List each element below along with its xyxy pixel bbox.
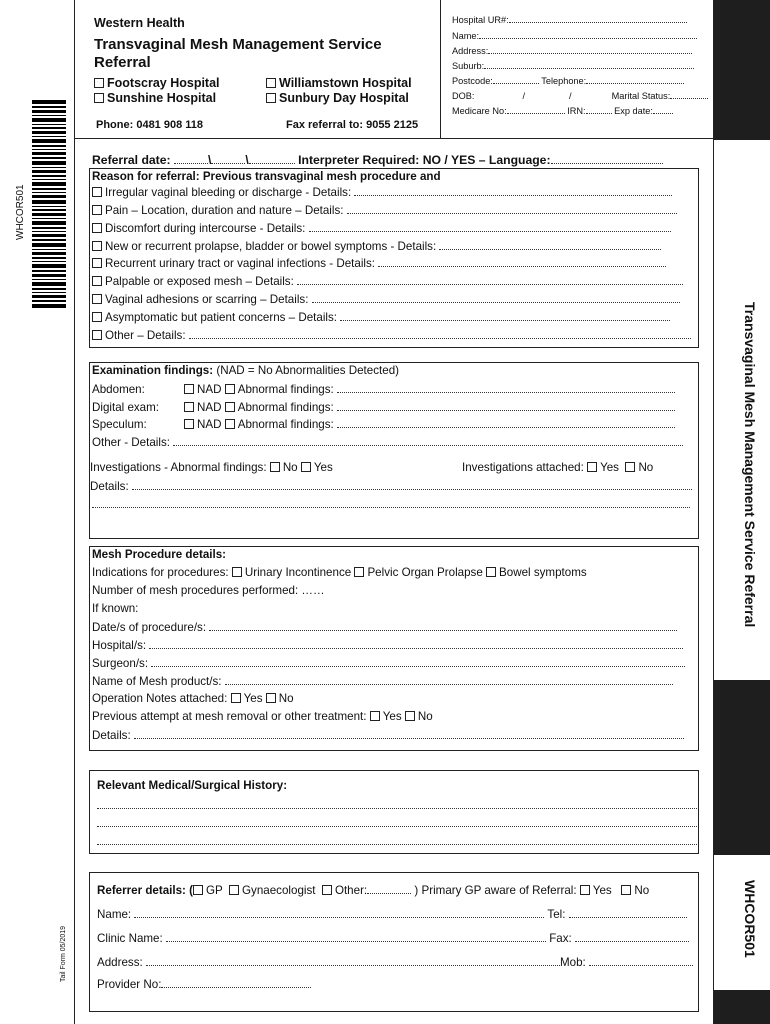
checkbox[interactable] — [405, 711, 415, 721]
medicare-field[interactable]: Medicare No: IRN: Exp date: — [452, 103, 673, 117]
referral-date-row[interactable]: Referral date: \ \ Interpreter Required: NO / YES – Language: — [92, 153, 663, 167]
investigations-details[interactable]: Details: — [90, 479, 692, 494]
phone-number: Phone: 0481 908 118 — [96, 119, 204, 131]
checkbox[interactable] — [92, 312, 102, 322]
side-tab-bottom — [714, 990, 770, 1024]
referrer-name[interactable]: Name: Tel: — [97, 907, 687, 922]
hospital-option-sunshine[interactable]: Sunshine Hospital — [94, 91, 216, 105]
checkbox[interactable] — [184, 419, 194, 429]
postcode-telephone-field[interactable]: Postcode: Telephone: — [452, 73, 684, 87]
address-field[interactable]: Address: — [452, 43, 692, 57]
checkbox[interactable] — [94, 93, 104, 103]
checkbox[interactable] — [229, 885, 239, 895]
referrer-clinic[interactable]: Clinic Name: Fax: — [97, 931, 689, 946]
hospital-option-footscray[interactable]: Footscray Hospital — [94, 76, 220, 90]
barcode-label: WHCOR501 — [15, 184, 26, 240]
exam-row-digital[interactable]: Digital exam: NAD Abnormal findings: — [92, 400, 675, 415]
investigations-details-line[interactable] — [92, 497, 690, 512]
checkbox[interactable] — [92, 294, 102, 304]
checkbox[interactable] — [266, 693, 276, 703]
right-margin-line — [713, 0, 714, 1024]
checkbox[interactable] — [92, 276, 102, 286]
mesh-details[interactable]: Details: — [92, 728, 684, 743]
reason-item[interactable]: Vaginal adhesions or scarring – Details: — [92, 292, 680, 307]
checkbox[interactable] — [621, 885, 631, 895]
checkbox[interactable] — [94, 78, 104, 88]
checkbox[interactable] — [354, 567, 364, 577]
header-bottom-line — [74, 138, 714, 139]
reason-item[interactable]: New or recurrent prolapse, bladder or bowel symptoms - Details: — [92, 239, 661, 254]
checkbox[interactable] — [370, 711, 380, 721]
reason-item[interactable]: Pain – Location, duration and nature – Details: — [92, 203, 677, 218]
checkbox[interactable] — [92, 330, 102, 340]
side-code: WHCOR501 — [742, 880, 758, 958]
mesh-surgeon[interactable]: Surgeon/s: — [92, 656, 685, 671]
exam-row-abdomen[interactable]: Abdomen: NAD Abnormal findings: — [92, 382, 675, 397]
mesh-notes[interactable]: Operation Notes attached: Yes No — [92, 692, 294, 705]
hospital-option-sunbury[interactable]: Sunbury Day Hospital — [266, 91, 409, 105]
checkbox[interactable] — [625, 462, 635, 472]
investigations-row[interactable]: Investigations - Abnormal findings: No Yes — [90, 461, 333, 474]
exam-row-speculum[interactable]: Speculum: NAD Abnormal findings: — [92, 417, 675, 432]
checkbox[interactable] — [92, 223, 102, 233]
referrer-provider[interactable]: Provider No: — [97, 977, 311, 992]
checkbox[interactable] — [266, 93, 276, 103]
investigations-attached[interactable]: Investigations attached: Yes No — [462, 461, 654, 474]
checkbox[interactable] — [322, 885, 332, 895]
mesh-count[interactable]: Number of mesh procedures performed: …… — [92, 584, 325, 597]
org-name: Western Health — [94, 16, 185, 30]
header-divider-line — [440, 0, 441, 138]
exam-heading: Examination findings: (NAD = No Abnormalities Detected) — [92, 364, 400, 377]
side-tab-middle — [714, 680, 770, 855]
reason-item[interactable]: Asymptomatic but patient concerns – Details: — [92, 310, 670, 325]
reason-item[interactable]: Recurrent urinary tract or vaginal infections - Details: — [92, 256, 666, 271]
history-heading: Relevant Medical/Surgical History: — [97, 779, 288, 792]
history-line[interactable] — [97, 834, 697, 849]
name-field[interactable]: Name: — [452, 28, 697, 42]
mesh-indications[interactable]: Indications for procedures: Urinary Incontinence Pelvic Organ Prolapse Bowel symptoms — [92, 566, 587, 579]
checkbox[interactable] — [184, 384, 194, 394]
reason-item[interactable]: Other – Details: — [92, 328, 691, 343]
suburb-field[interactable]: Suburb: — [452, 58, 694, 72]
barcode-image — [32, 100, 66, 310]
checkbox[interactable] — [266, 78, 276, 88]
form-title-line2: Referral — [94, 54, 151, 71]
checkbox[interactable] — [225, 384, 235, 394]
left-margin-line — [74, 0, 75, 1024]
reason-item[interactable]: Irregular vaginal bleeding or discharge - Details: — [92, 185, 672, 200]
reason-item[interactable]: Discomfort during intercourse - Details: — [92, 221, 671, 236]
form-version: Tail Form 05/2019 — [60, 925, 67, 982]
reason-heading: Reason for referral: Previous transvaginal mesh procedure and — [92, 170, 441, 183]
checkbox[interactable] — [92, 205, 102, 215]
checkbox[interactable] — [301, 462, 311, 472]
referrer-address[interactable]: Address: Mob: — [97, 955, 693, 970]
side-tab-top — [714, 0, 770, 140]
fax-number: Fax referral to: 9055 2125 — [286, 119, 419, 131]
checkbox[interactable] — [225, 402, 235, 412]
checkbox[interactable] — [486, 567, 496, 577]
checkbox[interactable] — [92, 241, 102, 251]
checkbox[interactable] — [232, 567, 242, 577]
mesh-hospital[interactable]: Hospital/s: — [92, 638, 683, 653]
mesh-prev[interactable]: Previous attempt at mesh removal or other treatment: Yes No — [92, 710, 433, 723]
checkbox[interactable] — [225, 419, 235, 429]
mesh-heading: Mesh Procedure details: — [92, 548, 227, 561]
checkbox[interactable] — [270, 462, 280, 472]
hospital-option-williamstown[interactable]: Williamstown Hospital — [266, 76, 412, 90]
history-line[interactable] — [97, 798, 697, 813]
mesh-product[interactable]: Name of Mesh product/s: — [92, 674, 673, 689]
checkbox[interactable] — [184, 402, 194, 412]
dob-marital-field[interactable]: DOB: / / Marital Status: — [452, 88, 708, 102]
checkbox[interactable] — [587, 462, 597, 472]
referrer-heading[interactable]: Referrer details: ( GP Gynaecologist Other: ) Primary GP aware of Referral: Yes No — [97, 884, 650, 897]
checkbox[interactable] — [231, 693, 241, 703]
ur-field[interactable]: Hospital UR#: — [452, 12, 687, 26]
checkbox[interactable] — [92, 258, 102, 268]
exam-other[interactable]: Other - Details: — [92, 435, 683, 450]
mesh-date[interactable]: Date/s of procedure/s: — [92, 620, 677, 635]
checkbox[interactable] — [92, 187, 102, 197]
history-line[interactable] — [97, 816, 697, 831]
form-title-line1: Transvaginal Mesh Management Service — [94, 36, 382, 53]
checkbox[interactable] — [193, 885, 203, 895]
reason-item[interactable]: Palpable or exposed mesh – Details: — [92, 274, 683, 289]
checkbox[interactable] — [580, 885, 590, 895]
side-title: Transvaginal Mesh Management Service Referral — [742, 302, 758, 628]
mesh-if-known: If known: — [92, 602, 139, 615]
